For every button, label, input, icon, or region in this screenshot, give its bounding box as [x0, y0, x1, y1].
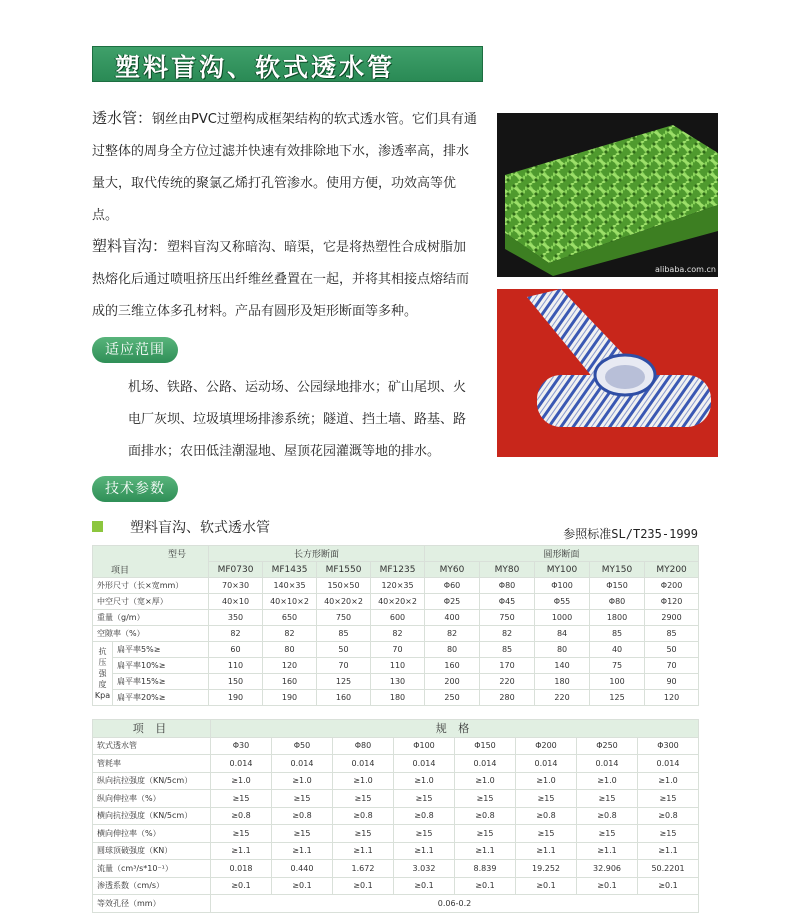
table-row: [93, 860, 699, 878]
blind-ditch-spec-table: [92, 545, 699, 706]
table-cell: ≥1.1: [272, 842, 333, 860]
table-cell: 40×10×2: [263, 594, 317, 610]
table-cell: 0.014: [638, 755, 699, 773]
table-cell: 110: [209, 658, 263, 674]
table-cell: Φ45: [480, 594, 535, 610]
model-header: MY60: [425, 562, 480, 578]
row-label: 空隙率（%）: [93, 626, 209, 642]
table-cell: 82: [371, 626, 425, 642]
table-row: [93, 807, 699, 825]
table-cell: Φ100: [394, 737, 455, 755]
corner-item-label: 项目: [93, 562, 209, 578]
table-cell: 40×20×2: [371, 594, 425, 610]
table-cell: Φ80: [590, 594, 645, 610]
table-row: [93, 594, 699, 610]
table-cell: 60: [209, 642, 263, 658]
table-row: [93, 658, 699, 674]
ditch-label: 塑料盲沟：: [92, 237, 168, 255]
table-cell: ≥15: [333, 825, 394, 843]
table-row: [93, 737, 699, 755]
pore-size-value: 0.06-0.2: [211, 895, 699, 913]
green-square-icon: [92, 521, 103, 532]
table-cell: Φ120: [645, 594, 699, 610]
table-cell: ≥1.1: [455, 842, 516, 860]
spec-header: 规 格: [211, 720, 699, 738]
table-row: [93, 755, 699, 773]
model-header: MF1550: [317, 562, 371, 578]
group-unit: Kpa: [94, 691, 111, 700]
table-cell: Φ80: [333, 737, 394, 755]
table-cell: 40×20×2: [317, 594, 371, 610]
table-cell: 85: [590, 626, 645, 642]
table-cell: ≥0.1: [272, 877, 333, 895]
table-row: [93, 642, 699, 658]
table-cell: 2900: [645, 610, 699, 626]
page-title: 塑料盲沟、软式透水管: [115, 53, 396, 82]
table-cell: ≥1.0: [333, 772, 394, 790]
table-cell: 1.672: [333, 860, 394, 878]
table-cell: 120×35: [371, 578, 425, 594]
table-row: [93, 877, 699, 895]
table-cell: Φ80: [480, 578, 535, 594]
table-cell: 80: [425, 642, 480, 658]
row-label: 等效孔径（mm）: [93, 895, 211, 913]
row-label: 外形尺寸（长×宽mm）: [93, 578, 209, 594]
table-cell: 160: [425, 658, 480, 674]
model-header: MY100: [535, 562, 590, 578]
table-cell: Φ25: [425, 594, 480, 610]
table-cell: 50: [645, 642, 699, 658]
table-cell: 0.018: [211, 860, 272, 878]
table-cell: Φ50: [272, 737, 333, 755]
table-cell: 70: [371, 642, 425, 658]
table-cell: 150×50: [317, 578, 371, 594]
blind-ditch-photo: [497, 113, 718, 277]
row-label: 扁平率20%≥: [113, 690, 209, 706]
table-cell: 82: [480, 626, 535, 642]
table-cell: 70: [645, 658, 699, 674]
table-cell: ≥0.8: [272, 807, 333, 825]
table-cell: 120: [263, 658, 317, 674]
model-header: MY200: [645, 562, 699, 578]
table-cell: 0.014: [455, 755, 516, 773]
table-cell: Φ60: [425, 578, 480, 594]
table-cell: ≥1.1: [394, 842, 455, 860]
table-cell: 40×10: [209, 594, 263, 610]
photo1-watermark: alibaba.com.cn: [655, 265, 716, 274]
table-cell: ≥15: [516, 790, 577, 808]
group-char: 强: [98, 669, 107, 678]
table-cell: 100: [590, 674, 645, 690]
tech-heading: 技术参数: [92, 476, 178, 502]
table-cell: ≥0.8: [211, 807, 272, 825]
table-cell: Φ100: [535, 578, 590, 594]
table-cell: ≥0.8: [333, 807, 394, 825]
table-cell: ≥0.1: [638, 877, 699, 895]
table-cell: Φ150: [455, 737, 516, 755]
table-cell: ≥15: [333, 790, 394, 808]
model-header: MY150: [590, 562, 645, 578]
table-cell: 600: [371, 610, 425, 626]
table-row: [93, 578, 699, 594]
table-cell: 160: [317, 690, 371, 706]
model-header: MY80: [480, 562, 535, 578]
table-row: [93, 626, 699, 642]
model-header: MF1435: [263, 562, 317, 578]
table-cell: 8.839: [455, 860, 516, 878]
table-cell: 350: [209, 610, 263, 626]
tube-text: 钢丝由PVC过塑构成框架结构的软式透水管。它们具有通过整体的周身全方位过滤并快速有效排除地下水，渗透率高，排水量大，取代传统的聚氯乙烯打孔管渗水。使用方便，功效高等优点。: [92, 112, 477, 223]
table-cell: ≥0.1: [211, 877, 272, 895]
model-header: MF1235: [371, 562, 425, 578]
table-cell: 85: [317, 626, 371, 642]
table-cell: 110: [371, 658, 425, 674]
row-label: 流量（cm³/s*10⁻¹）: [93, 860, 211, 878]
table-cell: 120: [645, 690, 699, 706]
table-cell: 19.252: [516, 860, 577, 878]
table-cell: 82: [263, 626, 317, 642]
reference-standard: 参照标准SL/T235-1999: [563, 527, 698, 541]
row-label: 软式透水管: [93, 737, 211, 755]
permeable-pipe-spec-table: [92, 719, 699, 913]
table-cell: ≥0.1: [577, 877, 638, 895]
table-cell: ≥15: [272, 825, 333, 843]
table-cell: 50.2201: [638, 860, 699, 878]
table-row: [93, 825, 699, 843]
table-cell: 140: [535, 658, 590, 674]
table-cell: ≥15: [577, 790, 638, 808]
table-cell: Φ55: [535, 594, 590, 610]
table-cell: ≥15: [394, 790, 455, 808]
table-cell: 1800: [590, 610, 645, 626]
table-cell: 130: [371, 674, 425, 690]
corner-model-label: 型号: [93, 546, 209, 562]
table-cell: ≥15: [211, 825, 272, 843]
table-cell: ≥0.1: [516, 877, 577, 895]
round-section-header: 圆形断面: [425, 546, 699, 562]
table-cell: ≥0.8: [455, 807, 516, 825]
row-label: 扁平率15%≥: [113, 674, 209, 690]
table-cell: ≥1.0: [272, 772, 333, 790]
table-cell: ≥1.0: [638, 772, 699, 790]
intro-ditch-paragraph: [92, 230, 477, 328]
table-cell: 1000: [535, 610, 590, 626]
table-cell: 0.014: [577, 755, 638, 773]
table-cell: 70×30: [209, 578, 263, 594]
table-cell: ≥1.0: [394, 772, 455, 790]
table-cell: 400: [425, 610, 480, 626]
table-cell: 180: [535, 674, 590, 690]
table-cell: 0.014: [333, 755, 394, 773]
table-cell: ≥1.1: [516, 842, 577, 860]
table-cell: 90: [645, 674, 699, 690]
table-cell: ≥1.1: [333, 842, 394, 860]
table-cell: 750: [317, 610, 371, 626]
table-cell: 3.032: [394, 860, 455, 878]
table-cell: 140×35: [263, 578, 317, 594]
row-label: 扁平率10%≥: [113, 658, 209, 674]
row-label: 渗透系数（cm/s）: [93, 877, 211, 895]
table-cell: Φ30: [211, 737, 272, 755]
table-cell: 220: [535, 690, 590, 706]
table-cell: ≥0.8: [394, 807, 455, 825]
row-label: 横向伸拉率（%）: [93, 825, 211, 843]
scope-text: 机场、铁路、公路、运动场、公园绿地排水；矿山尾坝、火电厂灰坝、垃圾填埋场排渗系统；隧道、挡土墙、路基、路面排水；农田低洼潮湿地、屋顶花园灌溉等地的排水。: [128, 380, 467, 459]
table-cell: 82: [425, 626, 480, 642]
table-cell: ≥1.0: [577, 772, 638, 790]
page-banner: [92, 46, 483, 82]
table-cell: ≥15: [272, 790, 333, 808]
table-row: [93, 690, 699, 706]
table-subtitle: 塑料盲沟、软式透水管: [130, 520, 270, 536]
table-cell: 82: [209, 626, 263, 642]
table-cell: 40: [590, 642, 645, 658]
row-label: 纵向伸拉率（%）: [93, 790, 211, 808]
table-row: [93, 842, 699, 860]
table-cell: 50: [317, 642, 371, 658]
table-cell: 70: [317, 658, 371, 674]
table-cell: 150: [209, 674, 263, 690]
table-row: [93, 674, 699, 690]
group-char: 压: [98, 658, 107, 667]
scope-heading: 适应范围: [92, 337, 178, 363]
table-cell: Φ300: [638, 737, 699, 755]
group-char: 抗: [98, 647, 107, 656]
rect-section-header: 长方形断面: [209, 546, 425, 562]
table-cell: 0.014: [516, 755, 577, 773]
table-row: [93, 790, 699, 808]
table-cell: 84: [535, 626, 590, 642]
table-cell: 125: [317, 674, 371, 690]
table-cell: 85: [480, 642, 535, 658]
table-cell: Φ150: [590, 578, 645, 594]
permeable-pipe-photo: [497, 289, 718, 457]
table-cell: ≥0.8: [516, 807, 577, 825]
table-cell: 75: [590, 658, 645, 674]
table-cell: ≥15: [455, 825, 516, 843]
table-cell: 200: [425, 674, 480, 690]
ditch-text: 塑料盲沟又称暗沟、暗渠，它是将热塑性合成树脂加热熔化后通过喷咀挤压出纤维丝叠置在一起，并将其相接点熔结而成的三维立体多孔材料。产品有圆形及矩形断面等多种。: [92, 240, 470, 319]
tube-label: 透水管：: [92, 109, 153, 127]
row-label: 圆球顶破强度（KN）: [93, 842, 211, 860]
table-cell: ≥1.1: [577, 842, 638, 860]
table-cell: Φ200: [516, 737, 577, 755]
table-cell: 80: [263, 642, 317, 658]
row-label: 扁平率5%≥: [113, 642, 209, 658]
table-cell: 0.014: [211, 755, 272, 773]
table-row: [93, 895, 699, 913]
table-cell: ≥15: [455, 790, 516, 808]
table-caption: [92, 517, 698, 539]
table-row: [93, 772, 699, 790]
table-cell: ≥0.1: [455, 877, 516, 895]
table-cell: ≥15: [638, 790, 699, 808]
table-cell: ≥0.1: [394, 877, 455, 895]
table-cell: ≥1.1: [638, 842, 699, 860]
table-cell: ≥0.1: [333, 877, 394, 895]
table-cell: 250: [425, 690, 480, 706]
table-cell: 220: [480, 674, 535, 690]
intro-tube-paragraph: [92, 102, 477, 232]
table-cell: 125: [590, 690, 645, 706]
row-label: 重量（g/m）: [93, 610, 209, 626]
row-label: 管耗率: [93, 755, 211, 773]
table-cell: ≥1.0: [455, 772, 516, 790]
table-cell: 85: [645, 626, 699, 642]
table-cell: ≥15: [577, 825, 638, 843]
table-cell: 180: [371, 690, 425, 706]
row-label: 纵向抗拉强度（KN/5cm）: [93, 772, 211, 790]
table-cell: 190: [263, 690, 317, 706]
table-cell: ≥0.8: [638, 807, 699, 825]
table-cell: Φ200: [645, 578, 699, 594]
group-char: 度: [98, 680, 107, 689]
row-label: 中空尺寸（宽×厚）: [93, 594, 209, 610]
table-cell: Φ250: [577, 737, 638, 755]
table-cell: ≥0.8: [577, 807, 638, 825]
table-cell: ≥15: [638, 825, 699, 843]
table-cell: 750: [480, 610, 535, 626]
table-cell: ≥15: [516, 825, 577, 843]
table-row: [93, 610, 699, 626]
table-cell: 280: [480, 690, 535, 706]
compressive-strength-group: [93, 642, 113, 706]
table-cell: 0.440: [272, 860, 333, 878]
table-cell: 160: [263, 674, 317, 690]
table-cell: 80: [535, 642, 590, 658]
table-cell: 190: [209, 690, 263, 706]
table-cell: 170: [480, 658, 535, 674]
item-header: 项 目: [93, 720, 211, 738]
table-cell: 0.014: [394, 755, 455, 773]
table-cell: ≥15: [211, 790, 272, 808]
table-cell: ≥1.1: [211, 842, 272, 860]
table-cell: 650: [263, 610, 317, 626]
table-cell: ≥1.0: [516, 772, 577, 790]
table-cell: 32.906: [577, 860, 638, 878]
table-cell: ≥1.0: [211, 772, 272, 790]
row-label: 横向抗拉强度（KN/5cm）: [93, 807, 211, 825]
table-cell: 0.014: [272, 755, 333, 773]
table-cell: ≥15: [394, 825, 455, 843]
model-header: MF0730: [209, 562, 263, 578]
